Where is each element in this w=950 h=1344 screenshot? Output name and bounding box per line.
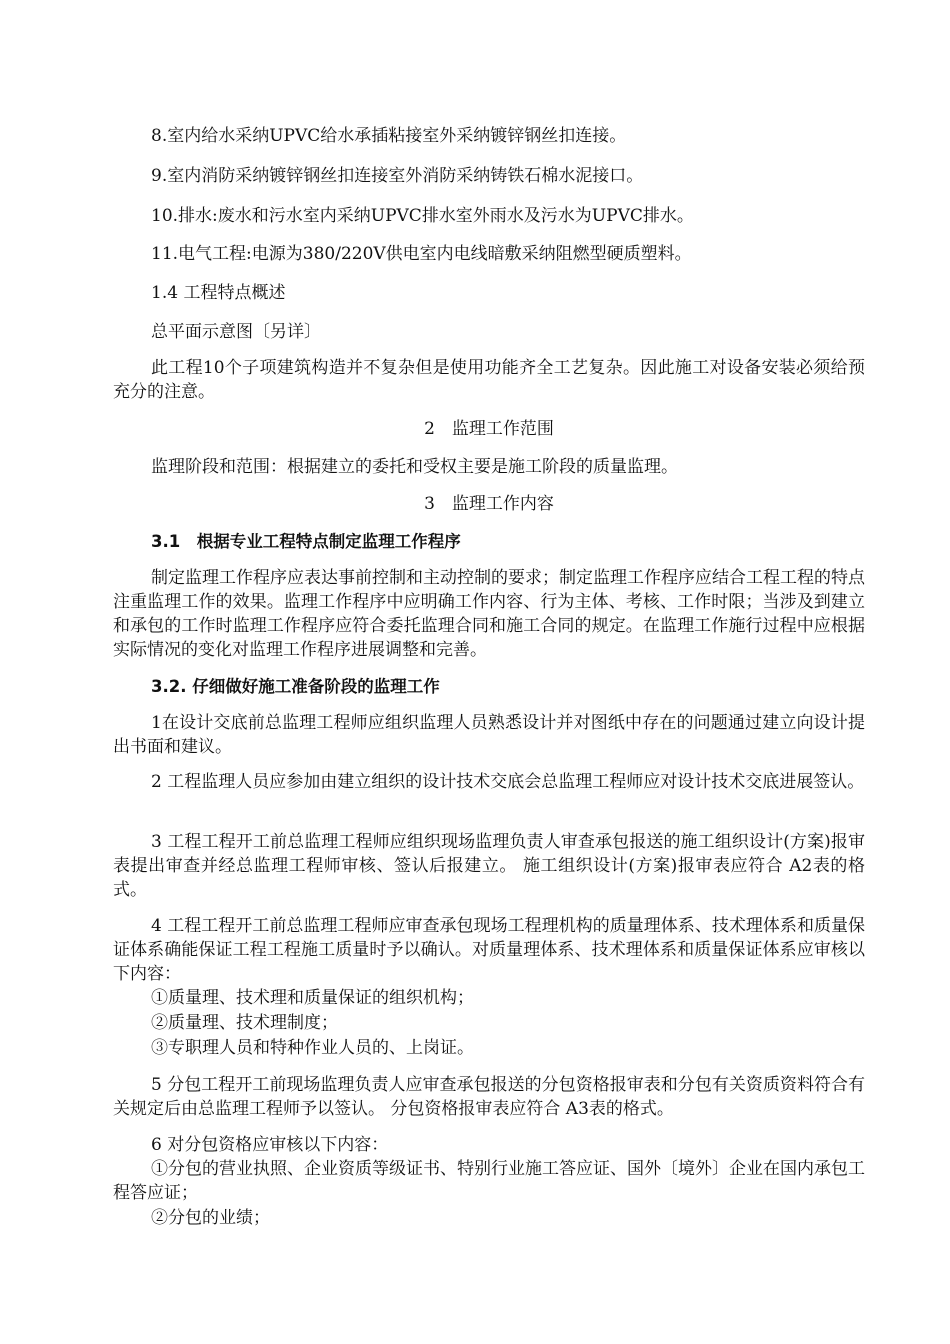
item-4-sub-a: ①质量理、技术理和质量保证的组织机构； [151,988,474,1008]
section-heading-1-4: 1.4 工程特点概述 [151,283,286,303]
project-paragraph: 此工程10个子项建筑构造并不复杂但是使用功能齐全工艺复杂。因此施工对设备安装必须给预充分的注意。 [113,358,865,402]
item-6-sub-a: ①分包的营业执照、企业资质等级证书、特别行业施工答应证、国外〔境外〕企业在国内承包工程答应证； [113,1159,865,1203]
section-heading-2: 2 监理工作范围 [424,419,554,439]
section-heading-3: 3 监理工作内容 [424,494,554,514]
section-heading-3-2: 3.2. 仔细做好施工准备阶段的监理工作 [151,677,440,696]
paragraph-3-1: 制定监理工作程序应表达事前控制和主动控制的要求；制定监理工作程序应结合工程工程的特点注重监理工作的效果。监理工作程序中应明确工作内容、行为主体、考核、工作时限；当涉及到建立和承包的工作时监理工作程序应符合委托监理合同和施工合同的规定。在监理工作施行过程中应根据实际情况的变化对监理工作程序进展调整和完善。 [113,568,865,660]
scope-paragraph: 监理阶段和范围：根据建立的委托和受权主要是施工阶段的质量监理。 [151,457,678,477]
item-4: 4 工程工程开工前总监理工程师应审查承包现场工程理机构的质量理体系、技术理体系和质量保证体系确能保证工程工程施工质量时予以确认。对质量理体系、技术理体系和质量保证体系应审核以下内容： [113,916,865,984]
item-4-sub-b: ②质量理、技术理制度； [151,1013,338,1033]
section-heading-3-1: 3.1 根据专业工程特点制定监理工作程序 [151,532,461,551]
site-plan-note: 总平面示意图〔另详〕 [151,322,321,342]
item-4-sub-c: ③专职理人员和特种作业人员的、上岗证。 [151,1038,474,1058]
item-6-sub-b: ②分包的业绩； [151,1208,270,1228]
line-11: 11.电气工程:电源为380/220V供电室内电线暗敷采纳阻燃型硬质塑料。 [151,244,692,264]
item-6: 6 对分包资格应审核以下内容： [151,1135,389,1155]
item-2: 2 工程监理人员应参加由建立组织的设计技术交底会总监理工程师应对设计技术交底进展签认。 [151,772,865,792]
item-1: 1在设计交底前总监理工程师应组织监理人员熟悉设计并对图纸中存在的问题通过建立向设计提出书面和建议。 [113,713,865,757]
line-10: 10.排水:废水和污水室内采纳UPVC排水室外雨水及污水为UPVC排水。 [151,206,694,226]
item-5: 5 分包工程开工前现场监理负责人应审查承包报送的分包资格报审表和分包有关资质资料符合有关规定后由总监理工程师予以签认。 分包资格报审表应符合 A3表的格式。 [113,1075,865,1119]
item-3: 3 工程工程开工前总监理工程师应组织现场监理负责人审查承包报送的施工组织设计(方案)报审表提出审查并经总监理工程师审核、签认后报建立。 施工组织设计(方案)报审表应符合 A2表的格式。 [113,832,865,900]
line-8: 8.室内给水采纳UPVC给水承插粘接室外采纳镀锌钢丝扣连接。 [151,126,627,146]
line-9: 9.室内消防采纳镀锌钢丝扣连接室外消防采纳铸铁石棉水泥接口。 [151,166,644,186]
